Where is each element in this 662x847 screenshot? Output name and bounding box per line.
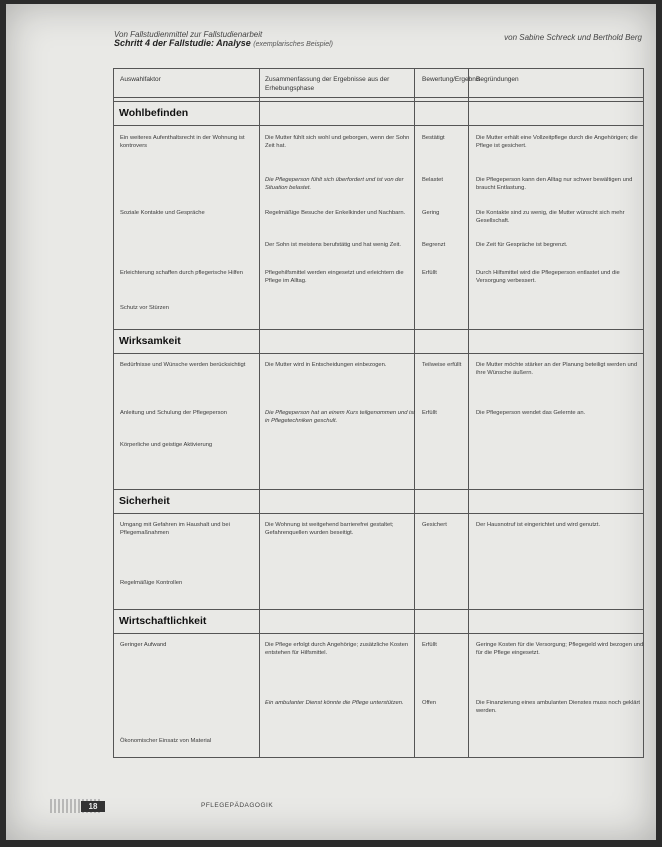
header-authors: von Sabine Schreck und Berthold Berg — [504, 33, 642, 42]
analysis-table — [113, 68, 644, 758]
cell-factor: Bedürfnisse und Wünsche werden berücksichtigt — [120, 362, 246, 368]
cell-rating: Gesichert — [422, 522, 447, 528]
page-footer — [51, 801, 651, 813]
cell-reason: Die Zeit für Gespräche ist begrenzt. — [476, 242, 568, 248]
header-left — [114, 30, 333, 49]
publication-name: PFLEGEPÄDAGOGIK — [201, 802, 274, 809]
cell-reason: Die Finanzierung eines ambulanten Dienstes muss noch geklärt werden. — [476, 700, 641, 714]
cell-factor: Ein weiteres Aufenthaltsrecht in der Wohnung ist kontrovers — [120, 135, 245, 149]
cell-summary: Der Sohn ist meistens berufstätig und hat wenig Zeit. — [265, 242, 401, 248]
cell-factor: Körperliche und geistige Aktivierung — [120, 442, 213, 448]
cell-reason: Geringe Kosten für die Versorgung; Pflegegeld wird bezogen und für die Pflege eingesetzt. — [476, 642, 644, 656]
header-rule — [114, 97, 643, 98]
cell-rating: Erfüllt — [422, 642, 437, 648]
header-series: Von Fallstudienmittel zur Fallstudienarbeit — [114, 30, 263, 39]
cell-factor: Ökonomischer Einsatz von Material — [120, 738, 212, 744]
section-title: Sicherheit — [119, 495, 170, 507]
page-number: 18 — [81, 801, 105, 812]
cell-factor: Soziale Kontakte und Gespräche — [120, 210, 205, 216]
column-header: Zusammenfassung der Ergebnisse aus der Erhebungsphase — [265, 76, 390, 92]
section-rule — [114, 353, 643, 354]
section-title: Wirtschaftlichkeit — [119, 615, 207, 627]
cell-summary: Die Mutter wird in Entscheidungen einbezogen. — [265, 362, 387, 368]
section-title: Wirksamkeit — [119, 335, 181, 347]
cell-summary: Die Pflegeperson fühlt sich überfordert und ist von der Situation belastet. — [265, 177, 404, 191]
cell-rating: Begrenzt — [422, 242, 446, 248]
section-rule — [114, 329, 643, 330]
cell-summary: Die Pflege erfolgt durch Angehörige; zusätzliche Kosten entstehen für Hilfsmittel. — [265, 642, 409, 656]
cell-factor: Geringer Aufwand — [120, 642, 167, 648]
cell-reason: Die Pflegeperson wendet das Gelernte an. — [476, 410, 586, 416]
cell-factor: Regelmäßige Kontrollen — [120, 580, 183, 586]
cell-reason: Durch Hilfsmittel wird die Pflegeperson entlastet und die Versorgung verbessert. — [476, 270, 620, 284]
cell-rating: Erfüllt — [422, 270, 437, 276]
header-step — [114, 39, 333, 49]
cell-rating: Bestätigt — [422, 135, 445, 141]
cell-rating: Gering — [422, 210, 440, 216]
cell-rating: Erfüllt — [422, 410, 437, 416]
cell-reason: Die Pflegeperson kann den Alltag nur schwer bewältigen und braucht Entlastung. — [476, 177, 633, 191]
cell-summary: Die Mutter fühlt sich wohl und geborgen, wenn der Sohn Zeit hat. — [265, 135, 410, 149]
section-rule — [114, 513, 643, 514]
section-rule — [114, 633, 643, 634]
cell-rating: Offen — [422, 700, 437, 706]
column-header: Auswahlfaktor — [120, 76, 161, 83]
section-rule — [114, 489, 643, 490]
cell-factor: Schutz vor Stürzen — [120, 305, 169, 311]
cell-factor: Erleichterung schaffen durch pflegerische Hilfen — [120, 270, 243, 276]
header-step-title: Schritt 4 der Fallstudie: Analyse — [114, 38, 251, 48]
cell-summary: Ein ambulanter Dienst könnte die Pflege unterstützen. — [265, 700, 404, 706]
column-header: Bewertung/Ergebnis — [422, 76, 481, 83]
section-rule — [114, 609, 643, 610]
cell-summary: Pflegehilfsmittel werden eingesetzt und erleichtern die Pflege im Alltag. — [265, 270, 404, 284]
cell-summary: Die Wohnung ist weitgehend barrierefrei gestaltet; Gefahrenquellen wurden beseitigt. — [265, 522, 394, 536]
header-step-sub: (exemplarisches Beispiel) — [253, 41, 333, 48]
section-rule — [114, 125, 643, 126]
cell-reason: Die Mutter möchte stärker an der Planung beteiligt werden und ihre Wünsche äußern. — [476, 362, 638, 376]
cell-reason: Die Kontakte sind zu wenig, die Mutter wünscht sich mehr Gesellschaft. — [476, 210, 625, 224]
column-header: Begründungen — [476, 76, 519, 83]
cell-summary: Regelmäßige Besuche der Enkelkinder und Nachbarn. — [265, 210, 406, 216]
cell-factor: Anleitung und Schulung der Pflegeperson — [120, 410, 227, 416]
cell-rating: Teilweise erfüllt — [422, 362, 462, 368]
cell-reason: Der Hausnotruf ist eingerichtet und wird genutzt. — [476, 522, 601, 528]
section-rule — [114, 101, 643, 102]
section-title: Wohlbefinden — [119, 107, 189, 119]
cell-factor: Umgang mit Gefahren im Haushalt und bei Pflegemaßnahmen — [120, 522, 230, 536]
cell-summary: Die Pflegeperson hat an einem Kurs teilgenommen und ist in Pflegetechniken geschult. — [265, 410, 415, 424]
cell-reason: Die Mutter erhält eine Vollzeitpflege durch die Angehörigen; die Pflege ist gesichert. — [476, 135, 638, 149]
document-page — [6, 4, 656, 840]
cell-rating: Belastet — [422, 177, 443, 183]
